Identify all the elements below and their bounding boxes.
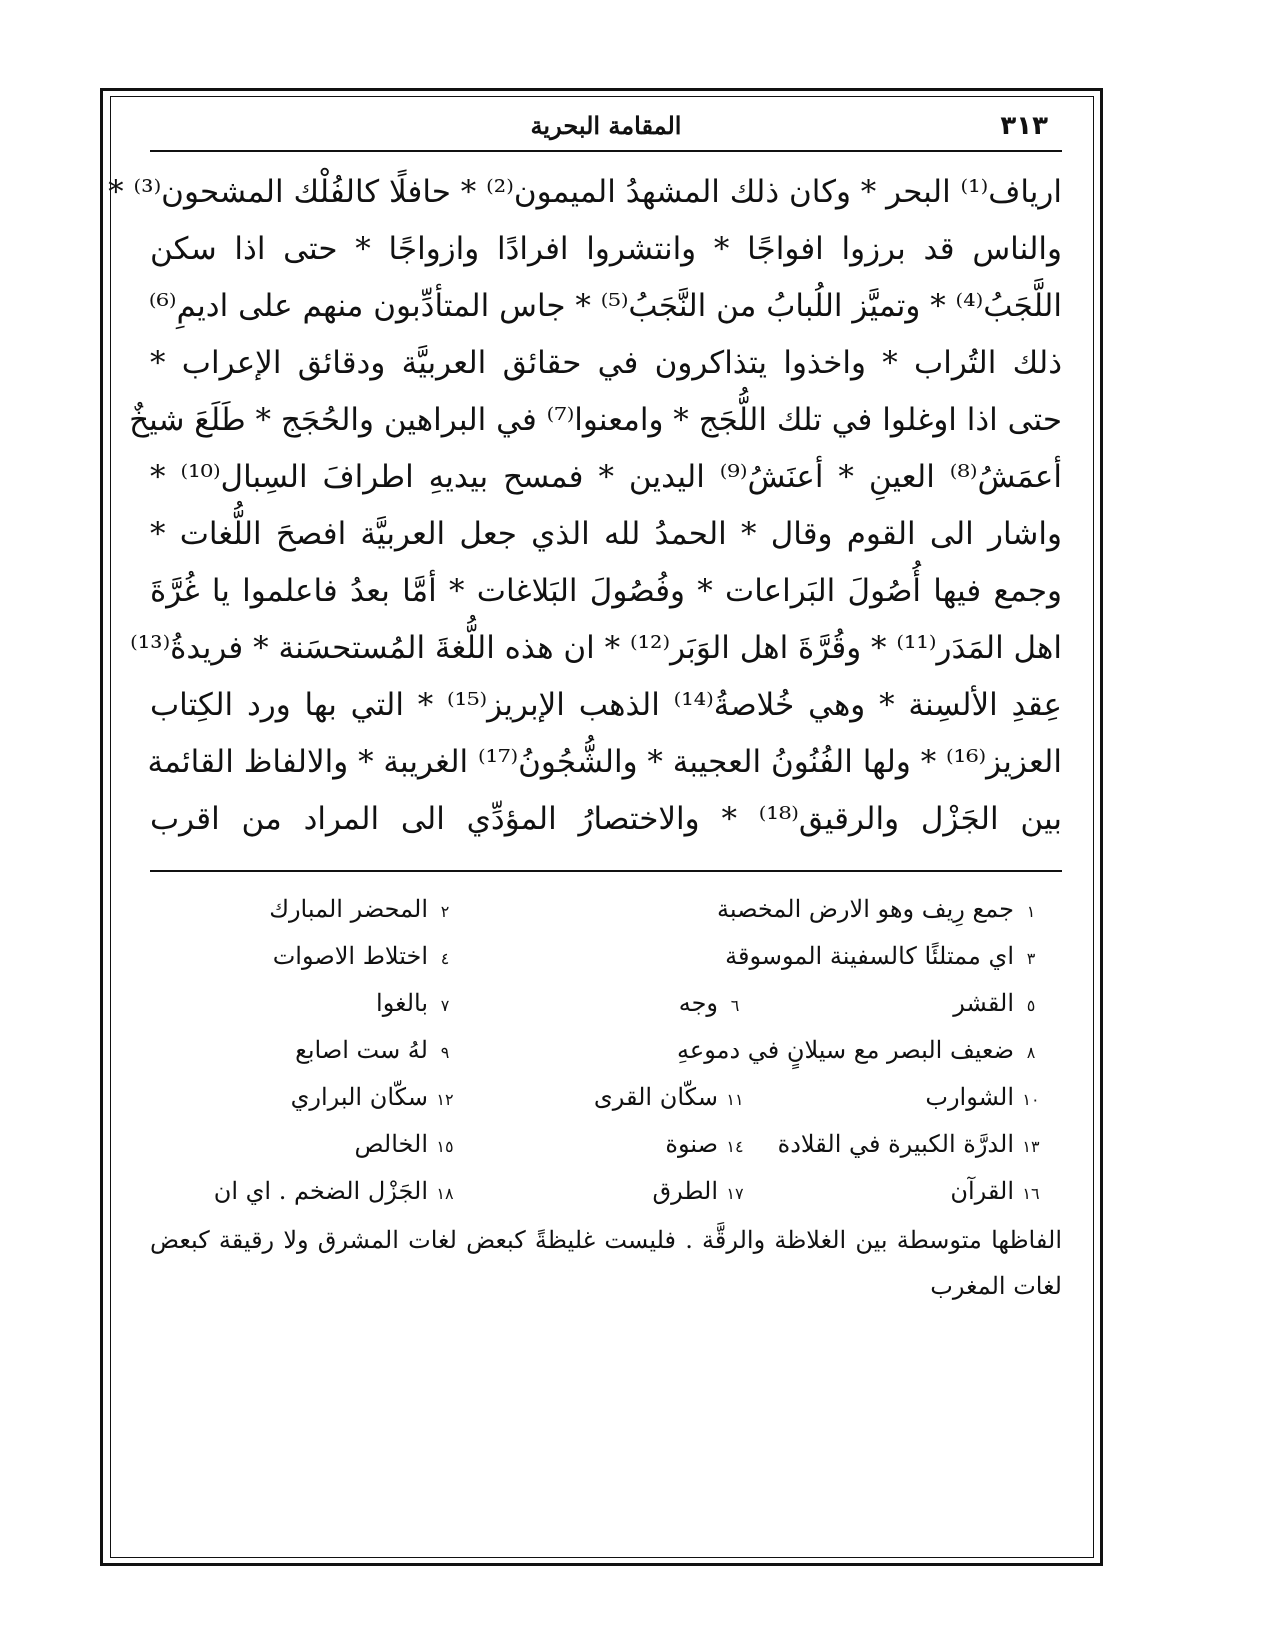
- footnote: [950, 1168, 1048, 1217]
- text-line: والناس قد برزوا افواجًا * وانتشروا افرادًا وازواجًا * حتى اذا سكن: [150, 231, 1062, 267]
- text-line: حتى اذا اوغلوا في تلك اللُّجَج * وامعنوا⁽⁷⁾ في البراهين والحُجَج * طَلَعَ شيخٌ: [129, 402, 1062, 438]
- footnote-text: لهُ ست اصابع: [295, 1036, 428, 1064]
- footnote-number: ٤: [440, 949, 450, 968]
- footnote-row: [150, 980, 1062, 1027]
- footnote: [725, 933, 1048, 982]
- footnote-text: القرآن: [950, 1177, 1014, 1205]
- footnote-text: الطرق: [652, 1177, 718, 1205]
- footnote-number: ٨: [1026, 1043, 1036, 1062]
- footnote-text: الجَزْل الضخم . اي ان: [213, 1177, 428, 1205]
- footnote-number: ١٤: [726, 1137, 744, 1156]
- footnote-text: اي ممتلئًا كالسفينة الموسوقة: [725, 942, 1014, 970]
- footnote-text: سكّان البراري: [290, 1083, 428, 1111]
- footnote-text: الدرَّة الكبيرة في القلادة: [777, 1130, 1014, 1158]
- footnote-text: بالغوا: [376, 989, 428, 1017]
- footnote-continuation: الفاظها متوسطة بين الغلاظة والرقَّة . فليست غليظةً كبعض لغات المشرق ولا رقيقة كبعض لغات المغرب: [150, 1226, 1062, 1300]
- footnote-number: ١٣: [1022, 1137, 1040, 1156]
- footnotes: [150, 886, 1062, 1309]
- footnote: [214, 1168, 462, 1217]
- main-text: [108, 164, 1063, 848]
- footnote-row: [150, 1168, 1062, 1215]
- text-line: واشار الى القوم وقال * الحمدُ لله الذي جعل العربيَّة افصحَ اللُّغات *: [150, 516, 1062, 552]
- footnote-number: ١١: [726, 1090, 744, 1109]
- footnote-number: ٢: [440, 902, 450, 921]
- footnote: [376, 980, 462, 1029]
- footnote-text: ضعيف البصر مع سيلانٍ في دموعهِ: [677, 1036, 1014, 1064]
- footnote: [677, 1027, 1048, 1076]
- footnote-text: القشر: [953, 989, 1014, 1017]
- page-number: ٣١٣: [1000, 111, 1048, 141]
- text-line: ذلك التُراب * واخذوا يتذاكرون في حقائق العربيَّة ودقائق الإعراب *: [150, 345, 1063, 381]
- footnote-number: ٩: [440, 1043, 450, 1062]
- footnote: [665, 1121, 752, 1170]
- footnote: [269, 886, 462, 935]
- footnote-number: ١: [1026, 902, 1036, 921]
- footnote-text: المحضر المبارك: [269, 895, 428, 923]
- footnote: [717, 886, 1048, 935]
- footnote-number: ٦: [730, 996, 740, 1015]
- footnote-divider: [150, 870, 1062, 872]
- text-line: وجمع فيها أُصُولَ البَراعات * وفُصُولَ البَلاغات * أمَّا بعدُ فاعلموا يا غُرَّةَ: [150, 573, 1062, 609]
- footnote-number: ٣: [1026, 949, 1036, 968]
- footnote: [953, 980, 1048, 1029]
- footnote-text: وجه: [678, 989, 718, 1017]
- footnote-text: اختلاط الاصوات: [272, 942, 428, 970]
- footnote-text: الشوارب: [925, 1083, 1014, 1111]
- footnote: [925, 1074, 1048, 1123]
- footnote: [679, 980, 752, 1029]
- text-line: العزيز⁽¹⁶⁾ * ولها الفُنُونُ العجيبة * والشُّجُونُ⁽¹⁷⁾ الغريبة * والالفاظ القائمة: [147, 744, 1062, 780]
- footnote: [355, 1121, 463, 1170]
- footnote-number: ١٠: [1022, 1090, 1040, 1109]
- text-line: بين الجَزْل والرقيق⁽¹⁸⁾ * والاختصارُ المؤدِّي الى المراد من اقرب: [150, 801, 1062, 837]
- text-line: عِقدِ الألسِنة * وهي خُلاصةُ⁽¹⁴⁾ الذهب الإبريز⁽¹⁵⁾ * التي بها ورد الكِتاب: [150, 687, 1063, 723]
- footnote-number: ١٧: [726, 1184, 744, 1203]
- chapter-title: المقامة البحرية: [530, 111, 682, 140]
- footnote-row: [150, 1074, 1062, 1121]
- footnote-text: صنوة: [665, 1130, 718, 1158]
- footnote-number: ١٢: [436, 1090, 454, 1109]
- footnote-number: ١٨: [436, 1184, 454, 1203]
- footnote-number: ٥: [1026, 996, 1036, 1015]
- footnote-text: الخالص: [354, 1130, 428, 1158]
- footnote: [291, 1074, 462, 1123]
- footnote: [778, 1121, 1048, 1170]
- footnote-number: ١٥: [436, 1137, 454, 1156]
- footnote: [594, 1074, 752, 1123]
- text-line: اهل المَدَر⁽¹¹⁾ * وقُرَّةَ اهل الوَبَر⁽¹²⁾ * ان هذه اللُّغةَ المُستحسَنة * فريدةُ⁽¹³⁾: [130, 630, 1062, 666]
- footnote: [652, 1168, 752, 1217]
- footnote-number: ١٦: [1022, 1184, 1040, 1203]
- footnote: [273, 933, 462, 982]
- footnote-number: ٧: [440, 996, 450, 1015]
- footnote-row: [150, 1027, 1062, 1074]
- footnote-row: [150, 933, 1062, 980]
- footnote-row: [150, 1121, 1062, 1168]
- footnote-row: [150, 886, 1062, 933]
- text-line: اللَّجَبُ⁽⁴⁾ * وتميَّز اللُبابُ من النَّجَبُ⁽⁵⁾ * جاس المتأدِّبون منهم على اديمِ⁽⁶⁾: [148, 288, 1062, 324]
- text-line: ارياف⁽¹⁾ البحر * وكان ذلك المشهدُ الميمون⁽²⁾ * حافلًا كالفُلْك المشحون⁽³⁾ *: [108, 174, 1062, 210]
- book-page: [108, 105, 1063, 1535]
- text-line: أعمَشُ⁽⁸⁾ العينِ * أعنَشُ⁽⁹⁾ اليدين * فمسح بيديهِ اطرافَ السِبال⁽¹⁰⁾ *: [150, 459, 1062, 495]
- running-header: [150, 105, 1062, 152]
- footnote-text: جمع رِيف وهو الارض المخصبة: [717, 895, 1014, 923]
- footnote: [295, 1027, 462, 1076]
- footnote-text: سكّان القرى: [593, 1083, 718, 1111]
